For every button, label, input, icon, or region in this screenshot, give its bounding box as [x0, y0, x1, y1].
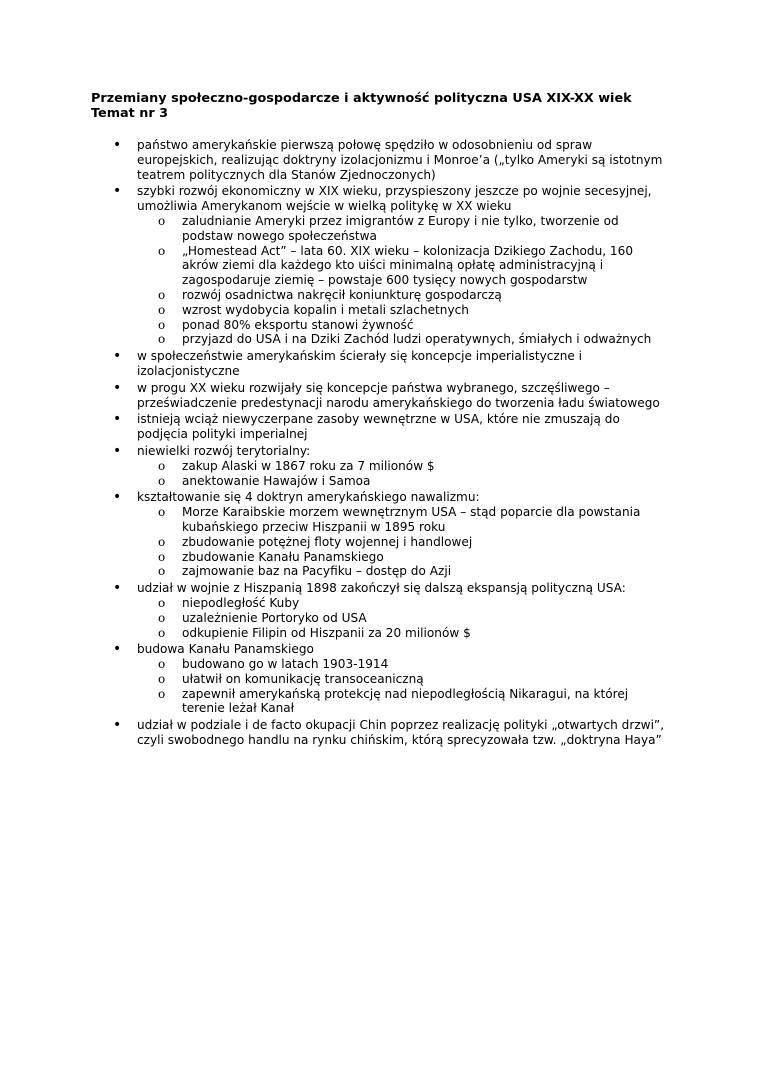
circle-bullet-icon: o	[158, 625, 166, 640]
sub-list-item	[0, 332, 682, 347]
bullet-list	[0, 138, 760, 748]
bullet-icon: •	[113, 442, 122, 459]
list-item-line: państwo amerykańskie pierwszą połowę spędziło w odosobnieniu od spraw	[137, 138, 593, 152]
list-item-line: podjęcia polityki imperialnej	[137, 427, 308, 442]
sub-list-item	[0, 474, 682, 489]
circle-bullet-icon: o	[158, 317, 166, 332]
sub-list-item	[0, 303, 682, 318]
sub-list-item-line: terenie leżał Kanał	[182, 701, 295, 716]
list-item	[0, 184, 672, 214]
list-item-line: europejskich, realizując doktryny izolacjonizmu i Monroe’a („tylko Ameryki są istotnym	[137, 152, 663, 167]
sub-list-item	[0, 535, 682, 550]
list-item-line: budowa Kanału Panamskiego	[137, 642, 314, 657]
bullet-icon: •	[113, 717, 122, 734]
bullet-icon: •	[113, 183, 122, 200]
list-item-line: szybki rozwój ekonomiczny w XIX wieku, przyspieszony jeszcze po wojnie secesyjnej,	[137, 184, 652, 199]
sub-list-item-line: zbudowanie Kanału Panamskiego	[182, 549, 384, 564]
sub-list-item-line: podstaw nowego społeczeństwa	[182, 228, 377, 243]
circle-bullet-icon: o	[158, 549, 166, 564]
topic-number: Temat nr 3	[91, 106, 169, 121]
circle-bullet-icon: o	[158, 534, 166, 549]
sub-list-item-line: ułatwił on komunikację transoceaniczną	[182, 671, 424, 686]
circle-bullet-icon: o	[158, 243, 166, 258]
sub-list-item-line: przyjazd do USA i na Dziki Zachód ludzi operatywnych, śmiałych i odważnych	[182, 332, 652, 347]
sub-list-item	[0, 244, 682, 288]
sub-list-item	[0, 505, 682, 535]
sub-list-item-line: wzrost wydobycia kopalin i metali szlachetnych	[182, 302, 469, 317]
list-item-line: istnieją wciąż niewyczerpane zasoby wewnętrzne w USA, które nie zmuszają do	[137, 412, 620, 427]
sub-list-item-line: ponad 80% eksportu stanowi żywność	[182, 317, 414, 332]
sub-list-item	[0, 550, 682, 565]
sub-list-item-line: zaludnianie Ameryki przez imigrantów z Europy i nie tylko, tworzenie od	[182, 213, 619, 228]
circle-bullet-icon: o	[158, 686, 166, 701]
circle-bullet-icon: o	[158, 595, 166, 610]
sub-list-item-line: zakup Alaski w 1867 roku za 7 milionów $	[182, 458, 435, 473]
circle-bullet-icon: o	[158, 458, 166, 473]
sub-list-item	[0, 626, 682, 641]
bullet-icon: •	[113, 641, 122, 658]
sub-list-item-line: uzależnienie Portoryko od USA	[182, 610, 367, 625]
list-item	[0, 642, 672, 657]
list-item-line: w progu XX wieku rozwijały się koncepcje państwa wybranego, szczęśliwego –	[137, 380, 610, 395]
circle-bullet-icon: o	[158, 657, 166, 672]
sub-list-item-line: zapewnił amerykańską protekcję nad niepodległością Nikaragui, na której	[182, 686, 629, 701]
list-item-line: kształtowanie się 4 doktryn amerykańskiego nawalizmu:	[137, 490, 480, 505]
sub-list-item	[0, 687, 682, 717]
sub-list-item	[0, 596, 682, 611]
list-item-line: umożliwia Amerykanom wejście w wielką politykę w XX wieku	[137, 199, 512, 214]
list-item	[0, 138, 672, 182]
bullet-icon: •	[113, 137, 122, 153]
bullet-icon: •	[113, 580, 122, 597]
sub-list-item-line: anektowanie Hawajów i Samoa	[182, 473, 371, 488]
bullet-icon: •	[113, 489, 122, 506]
sub-list-item-line: Morze Karaibskie morzem wewnętrznym USA – stąd poparcie dla powstania	[182, 505, 641, 520]
list-item	[0, 349, 672, 379]
sub-list-item-line: „Homestead Act” – lata 60. XIX wieku – kolonizacja Dzikiego Zachodu, 160	[182, 243, 634, 258]
sub-list-item	[0, 214, 682, 244]
sub-list-item	[0, 318, 682, 333]
sub-list-item-line: kubańskiego przeciw Hiszpanii w 1895 roku	[182, 519, 446, 534]
list-item-line: teatrem politycznych dla Stanów Zjednoczonych)	[137, 167, 436, 182]
sub-list-item	[0, 459, 682, 474]
list-item	[0, 412, 672, 442]
circle-bullet-icon: o	[158, 610, 166, 625]
list-item	[0, 718, 672, 748]
sub-list-item-line: akrów ziemi dla każdego kto uiści minimalną opłatę administracyjną i	[182, 258, 604, 273]
sub-list-item-line: zajmowanie baz na Pacyfiku – dostęp do Azji	[182, 564, 452, 579]
sub-list-item	[0, 657, 682, 672]
sub-list-item-line: zbudowanie potężnej floty wojennej i handlowej	[182, 534, 473, 549]
list-item-line: udział w podziale i de facto okupacji Chin poprzez realizację polityki „otwartych drzwi”,	[137, 718, 665, 733]
bullet-icon: •	[113, 411, 122, 428]
sub-list-item-line: zagospodaruje ziemię – powstaje 600 tysięcy nowych gospodarstw	[182, 273, 588, 288]
sub-list-item-line: niepodległość Kuby	[182, 595, 300, 610]
list-item-line: niewielki rozwój terytorialny:	[137, 443, 311, 458]
circle-bullet-icon: o	[158, 505, 166, 520]
circle-bullet-icon: o	[158, 671, 166, 686]
sub-list-item	[0, 288, 682, 303]
circle-bullet-icon: o	[158, 287, 166, 302]
list-item-line: udział w wojnie z Hiszpanią 1898 zakończył się dalszą ekspansją polityczną USA:	[137, 581, 626, 596]
list-item-line: czyli swobodnego handlu na rynku chińskim, którą sprecyzowała tzw. „doktryna Haya”	[137, 733, 662, 748]
list-item-line: przeświadczenie predestynacji narodu amerykańskiego do tworzenia ładu światowego	[137, 395, 660, 410]
sub-list-item-line: odkupienie Filipin od Hiszpanii za 20 milionów $	[182, 625, 471, 640]
sub-list-item	[0, 611, 682, 626]
circle-bullet-icon: o	[158, 213, 166, 228]
list-item-line: izolacjonistyczne	[137, 363, 240, 378]
list-item	[0, 444, 672, 459]
sub-list-item-line: budowano go w latach 1903-1914	[182, 657, 389, 672]
circle-bullet-icon: o	[158, 564, 166, 579]
circle-bullet-icon: o	[158, 332, 166, 347]
list-item	[0, 490, 672, 505]
sub-list-item	[0, 672, 682, 687]
circle-bullet-icon: o	[158, 302, 166, 317]
page-title: Przemiany społeczno-gospodarcze i aktywność polityczna USA XIX-XX wiek	[91, 91, 632, 106]
list-item	[0, 381, 672, 411]
bullet-icon: •	[113, 379, 122, 396]
sub-list-item-line: rozwój osadnictwa nakręcił koniunkturę gospodarczą	[182, 287, 502, 302]
bullet-icon: •	[113, 348, 122, 365]
title-block	[91, 91, 691, 121]
sub-list-item	[0, 564, 682, 579]
list-item	[0, 581, 672, 596]
list-item-line: w społeczeństwie amerykańskim ścierały się koncepcje imperialistyczne i	[137, 349, 583, 364]
circle-bullet-icon: o	[158, 473, 166, 488]
